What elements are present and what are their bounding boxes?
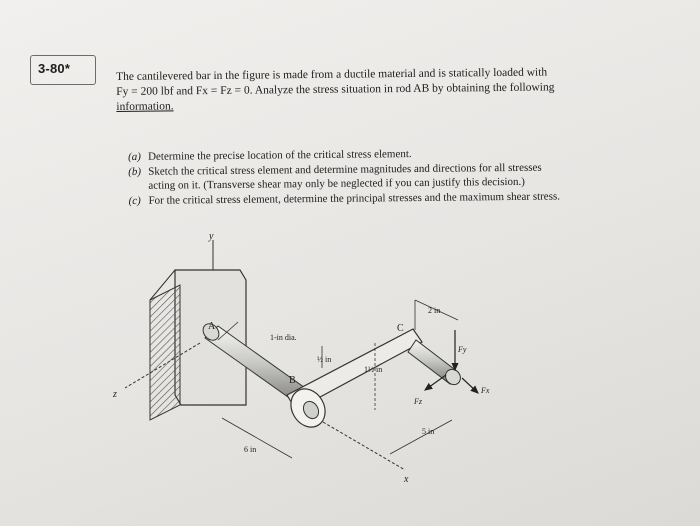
part-c-label: (c) <box>128 194 141 207</box>
dim-line-6in <box>222 418 292 458</box>
intro-line-3: information. <box>116 100 174 113</box>
force-x-arrow <box>462 378 478 393</box>
dim-line-5in <box>390 420 452 454</box>
one-half-inch-label: 1½ in <box>364 365 383 374</box>
force-y-label: Fy <box>458 345 467 354</box>
part-a-label: (a) <box>128 150 141 163</box>
part-b-text: Sketch the critical stress element and determine magnitudes and directions for all stresses <box>148 161 542 178</box>
five-inch-label: 5 in <box>422 427 435 436</box>
point-b-label: B <box>289 375 296 386</box>
problem-number: 3-80* <box>38 61 71 76</box>
part-c-text: For the critical stress element, determine the principal stresses and the maximum shear stress. <box>148 189 561 207</box>
part-b-continuation: acting on it. (Transverse shear may only be neglected if you can justify this decision.) <box>148 175 525 192</box>
half-inch-label: ½ in <box>317 355 332 364</box>
intro-line-1: The cantilevered bar in the figure is made from a ductile material and is statically loaded with <box>116 66 548 83</box>
z-axis-label: z <box>113 389 117 400</box>
point-a-label: A <box>208 321 216 332</box>
x-axis-line <box>323 422 405 470</box>
force-x-label: Fx <box>481 386 490 395</box>
force-z-arrow <box>425 375 446 390</box>
point-c-label: C <box>397 323 404 334</box>
force-z-label: Fz <box>414 397 422 406</box>
part-a-text: Determine the precise location of the critical stress element. <box>148 148 412 163</box>
y-axis-label: y <box>209 231 214 242</box>
intro-line-2: Fy = 200 lbf and Fx = Fz = 0. Analyze the stress situation in rod AB by obtaining the following <box>116 81 555 98</box>
six-inch-label: 6 in <box>244 445 257 454</box>
x-axis-label: x <box>404 474 409 485</box>
part-b-label: (b) <box>128 165 142 178</box>
diameter-label: 1-in dia. <box>270 333 297 342</box>
two-inch-label: 2 in <box>428 306 441 315</box>
wall-hatch <box>150 285 180 420</box>
